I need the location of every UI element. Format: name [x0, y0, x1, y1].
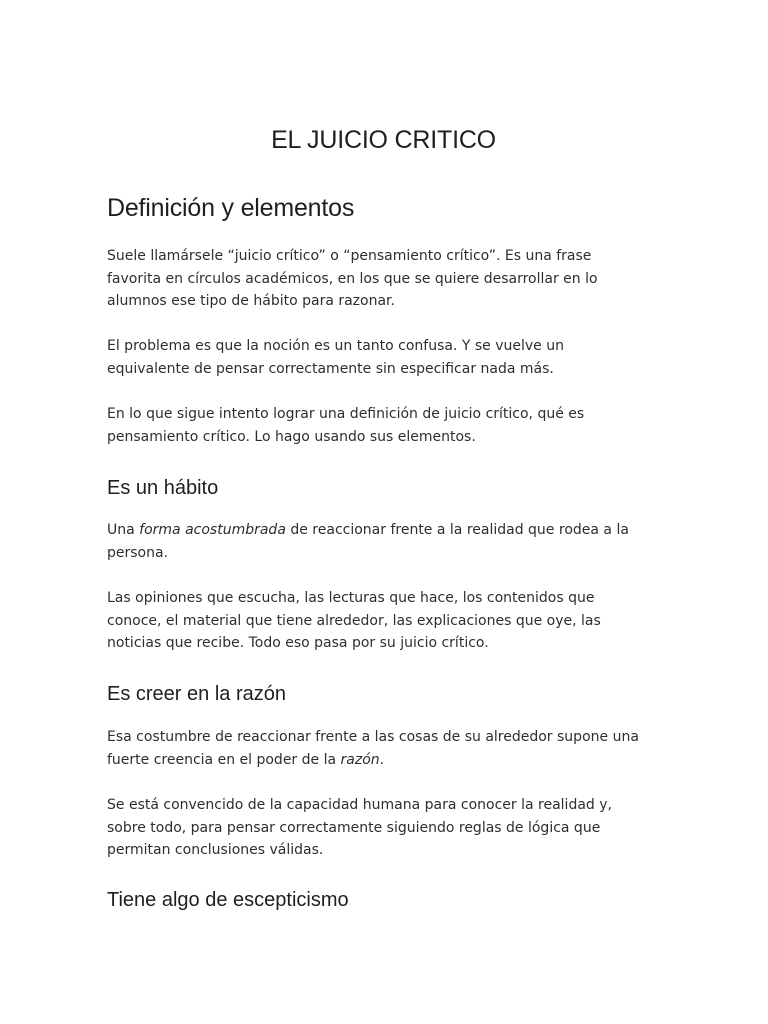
paragraph-habito-1	[107, 519, 667, 564]
heading-definicion: Definición y elementos	[107, 194, 355, 222]
text-line	[107, 749, 667, 772]
document-title: EL JUICIO CRITICO	[271, 126, 496, 154]
text-line: noticias que recibe. Todo eso pasa por su juicio crítico.	[107, 635, 489, 651]
text-run: Una	[107, 522, 140, 538]
heading-escepticismo: Tiene algo de escepticismo	[107, 889, 349, 911]
paragraph-definicion-2	[107, 335, 667, 380]
heading-razon: Es creer en la razón	[107, 683, 286, 705]
text-line	[107, 519, 667, 542]
text-line: Las opiniones que escucha, las lecturas que hace, los contenidos que	[107, 590, 595, 606]
heading-habito: Es un hábito	[107, 477, 219, 499]
text-line: Esa costumbre de reaccionar frente a las cosas de su alrededor supone una	[107, 729, 639, 745]
text-line: persona.	[107, 544, 169, 561]
emphasis-text: razón	[340, 751, 380, 768]
paragraph-razon-1	[107, 726, 667, 771]
text-run: de reaccionar frente a la realidad que rodea a la	[285, 522, 629, 538]
text-line: sobre todo, para pensar correctamente siguiendo reglas de lógica que	[107, 819, 601, 836]
text-run: .	[379, 751, 385, 768]
emphasis-text: forma acostumbrada	[139, 522, 286, 538]
text-line: Se está convencido de la capacidad humana para conocer la realidad y,	[107, 797, 612, 813]
text-line: Suele llamársele “juicio crítico” o “pensamiento crítico”. Es una frase	[107, 248, 592, 264]
text-line: alumnos ese tipo de hábito para razonar.	[107, 293, 395, 309]
text-line: equivalente de pensar correctamente sin especificar nada más.	[107, 360, 554, 377]
paragraph-razon-2	[107, 794, 667, 862]
paragraph-definicion-1	[107, 245, 667, 313]
paragraph-definicion-3	[107, 403, 667, 448]
text-line: El problema es que la noción es un tanto confusa. Y se vuelve un	[107, 338, 564, 354]
paragraph-habito-2	[107, 587, 667, 655]
text-line: permitan conclusiones válidas.	[107, 842, 324, 858]
text-line: favorita en círculos académicos, en los que se quiere desarrollar en lo	[107, 270, 598, 287]
text-run: fuerte creencia en el poder de la	[107, 751, 341, 768]
text-line: pensamiento crítico. Lo hago usando sus elementos.	[107, 428, 476, 445]
text-line: En lo que sigue intento lograr una definición de juicio crítico, qué es	[107, 406, 585, 422]
text-line: conoce, el material que tiene alrededor, las explicaciones que oye, las	[107, 612, 601, 629]
